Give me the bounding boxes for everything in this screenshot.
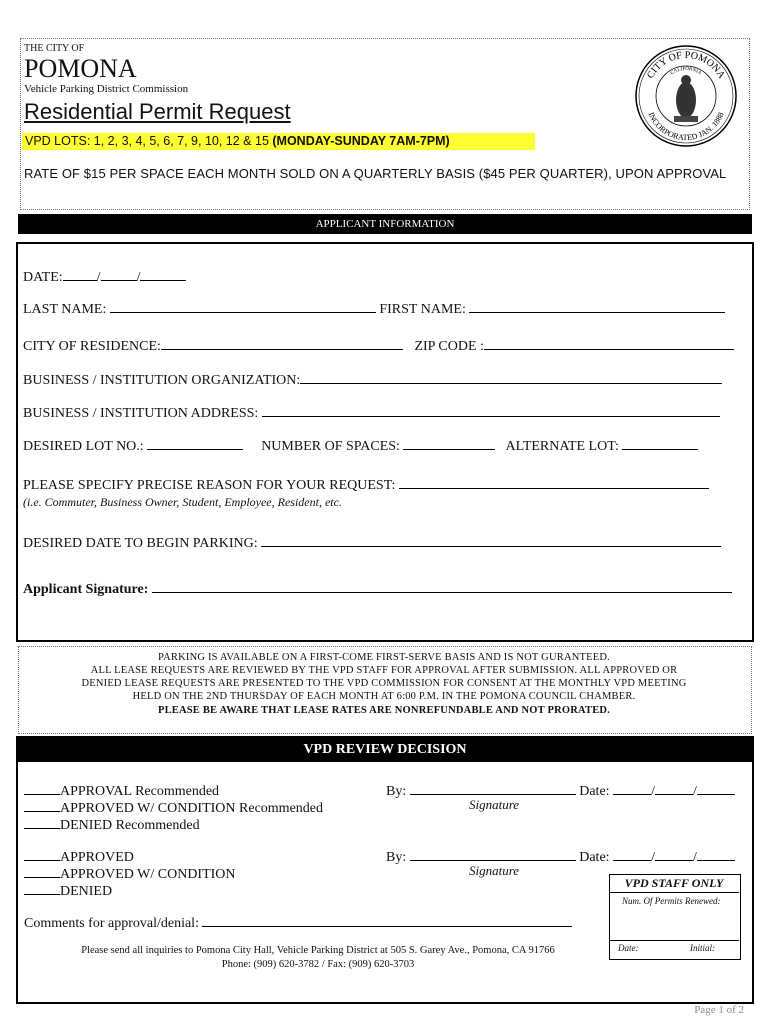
review-signature-row-2: By: Date: / / <box>386 846 735 866</box>
alt-lot-label: ALTERNATE LOT: <box>505 439 619 454</box>
spaces-label: NUMBER OF SPACES: <box>261 439 400 454</box>
by-label: By: <box>386 850 407 865</box>
city-row <box>23 335 734 355</box>
signature-caption: Signature <box>469 797 520 812</box>
date-label: Date: <box>579 850 610 865</box>
date-label: DATE: <box>23 270 63 285</box>
lots-list: VPD LOTS: 1, 2, 3, 4, 5, 6, 7, 9, 10, 12 & 15 <box>25 134 273 148</box>
review-date-year[interactable] <box>697 846 735 861</box>
notice-line-1: PARKING IS AVAILABLE ON A FIRST-COME FIRST-SERVE BASIS AND IS NOT GURANTEED. <box>158 652 610 663</box>
staff-divider <box>609 940 739 941</box>
review-date-day[interactable] <box>655 780 693 795</box>
signature-row <box>23 578 732 598</box>
checkline[interactable] <box>24 863 60 878</box>
zip-label: ZIP CODE : <box>414 339 484 354</box>
zip-field[interactable] <box>484 335 734 350</box>
seal-bottom-text: INCORPORATED JAN. 1888 <box>646 110 726 143</box>
signature-field[interactable] <box>152 578 732 593</box>
city-seal-icon <box>634 44 738 148</box>
first-name-label: FIRST NAME: <box>379 302 466 317</box>
seal-top-text: CITY OF POMONA <box>645 49 727 81</box>
checkline[interactable] <box>24 780 60 795</box>
by-signature-field[interactable] <box>410 780 576 795</box>
date-label: Date: <box>579 784 610 799</box>
applicant-section-bar: APPLICANT INFORMATION <box>18 214 752 234</box>
footer-address: Please send all inquiries to Pomona City Hall, Vehicle Parking District at 505 S. Garey Ave., Pomona, CA 91766 <box>81 945 555 956</box>
notice-line-4: HELD ON THE 2ND THURSDAY OF EACH MONTH AT 6:00 P.M. IN THE POMONA COUNCIL CHAMBER. <box>132 691 636 702</box>
commission-name: Vehicle Parking District Commission <box>24 83 189 95</box>
permits-renewed-label: Num. Of Permits Renewed: <box>622 896 721 906</box>
notice-line-3: DENIED LEASE REQUESTS ARE PRESENTED TO THE VPD COMMISSION FOR CONSENT AT THE MONTHLY VPD MEETING <box>81 678 687 689</box>
address-label: BUSINESS / INSTITUTION ADDRESS: <box>23 406 259 421</box>
city-field[interactable] <box>161 335 403 350</box>
lot-field[interactable] <box>147 435 243 450</box>
checkline[interactable] <box>24 846 60 861</box>
last-name-label: LAST NAME: <box>23 302 107 317</box>
signature-label: Applicant Signature: <box>23 582 149 597</box>
lots-hours: (MONDAY-SUNDAY 7AM-7PM) <box>272 134 450 148</box>
vpd-lots-banner <box>22 133 535 150</box>
by-label: By: <box>386 784 407 799</box>
first-name-field[interactable] <box>469 298 725 313</box>
option-label: APPROVAL Recommended <box>60 784 220 799</box>
start-date-row <box>23 532 721 552</box>
option-denied[interactable] <box>24 880 112 900</box>
review-date-month[interactable] <box>613 780 651 795</box>
footer-phone: Phone: (909) 620-3782 / Fax: (909) 620-3703 <box>221 959 415 970</box>
reason-label: PLEASE SPECIFY PRECISE REASON FOR YOUR REQUEST: <box>23 478 396 493</box>
notice-line-5: PLEASE BE AWARE THAT LEASE RATES ARE NONREFUNDABLE AND NOT PRORATED. <box>157 705 611 716</box>
option-label: APPROVED W/ CONDITION Recommended <box>60 801 323 816</box>
option-label: APPROVED <box>60 850 134 865</box>
option-label: DENIED Recommended <box>60 818 200 833</box>
checkline[interactable] <box>24 814 60 829</box>
alt-lot-field[interactable] <box>622 435 698 450</box>
address-row <box>23 402 720 422</box>
form-title: Residential Permit Request <box>24 99 291 124</box>
checkline[interactable] <box>24 880 60 895</box>
review-date-day[interactable] <box>655 846 693 861</box>
start-date-field[interactable] <box>261 532 721 547</box>
date-row: DATE: / / <box>23 266 186 286</box>
staff-only-title: VPD STAFF ONLY <box>609 874 739 893</box>
seal-state-text: CALIFORNIA <box>670 66 702 77</box>
review-title: VPD REVIEW DECISION <box>18 738 752 762</box>
staff-initial-label: Initial: <box>690 943 715 953</box>
lot-row <box>23 435 698 455</box>
comments-field[interactable] <box>202 912 572 927</box>
spaces-field[interactable] <box>403 435 495 450</box>
city-name: POMONA <box>24 54 137 83</box>
rate-text: RATE OF $15 PER SPACE EACH MONTH SOLD ON A QUARTERLY BASIS ($45 PER QUARTER), UPON APPROVAL <box>24 166 727 181</box>
option-label: DENIED <box>60 884 113 899</box>
org-label: BUSINESS / INSTITUTION ORGANIZATION: <box>23 373 301 388</box>
by-signature-field[interactable] <box>410 846 576 861</box>
staff-date-label: Date: <box>618 943 639 953</box>
address-field[interactable] <box>262 402 720 417</box>
checkline[interactable] <box>24 797 60 812</box>
org-field[interactable] <box>300 369 722 384</box>
name-row <box>23 298 725 318</box>
lot-label: DESIRED LOT NO.: <box>23 439 144 454</box>
signature-caption: Signature <box>469 863 520 878</box>
reason-field[interactable] <box>399 474 709 489</box>
comments-row <box>24 912 572 932</box>
reason-hint: (i.e. Commuter, Business Owner, Student, Employee, Resident, etc. <box>23 495 342 509</box>
start-date-label: DESIRED DATE TO BEGIN PARKING: <box>23 536 258 551</box>
option-denied-recommended[interactable] <box>24 814 200 834</box>
review-signature-row-1: By: Date: / / <box>386 780 735 800</box>
option-label: APPROVED W/ CONDITION <box>60 867 236 882</box>
page-number: Page 1 of 2 <box>694 1004 744 1016</box>
reason-row <box>23 474 709 494</box>
review-date-month[interactable] <box>613 846 651 861</box>
last-name-field[interactable] <box>110 298 376 313</box>
review-date-year[interactable] <box>697 780 735 795</box>
city-label: CITY OF RESIDENCE: <box>23 339 161 354</box>
org-row <box>23 369 722 389</box>
date-day-field[interactable] <box>101 266 137 281</box>
date-month-field[interactable] <box>63 266 97 281</box>
date-year-field[interactable] <box>140 266 186 281</box>
notice-line-2: ALL LEASE REQUESTS ARE REVIEWED BY THE VPD STAFF FOR APPROVAL AFTER SUBMISSION. ALL APPROVED OR <box>90 665 678 676</box>
city-of-label: THE CITY OF <box>24 43 85 54</box>
comments-label: Comments for approval/denial: <box>24 916 199 931</box>
